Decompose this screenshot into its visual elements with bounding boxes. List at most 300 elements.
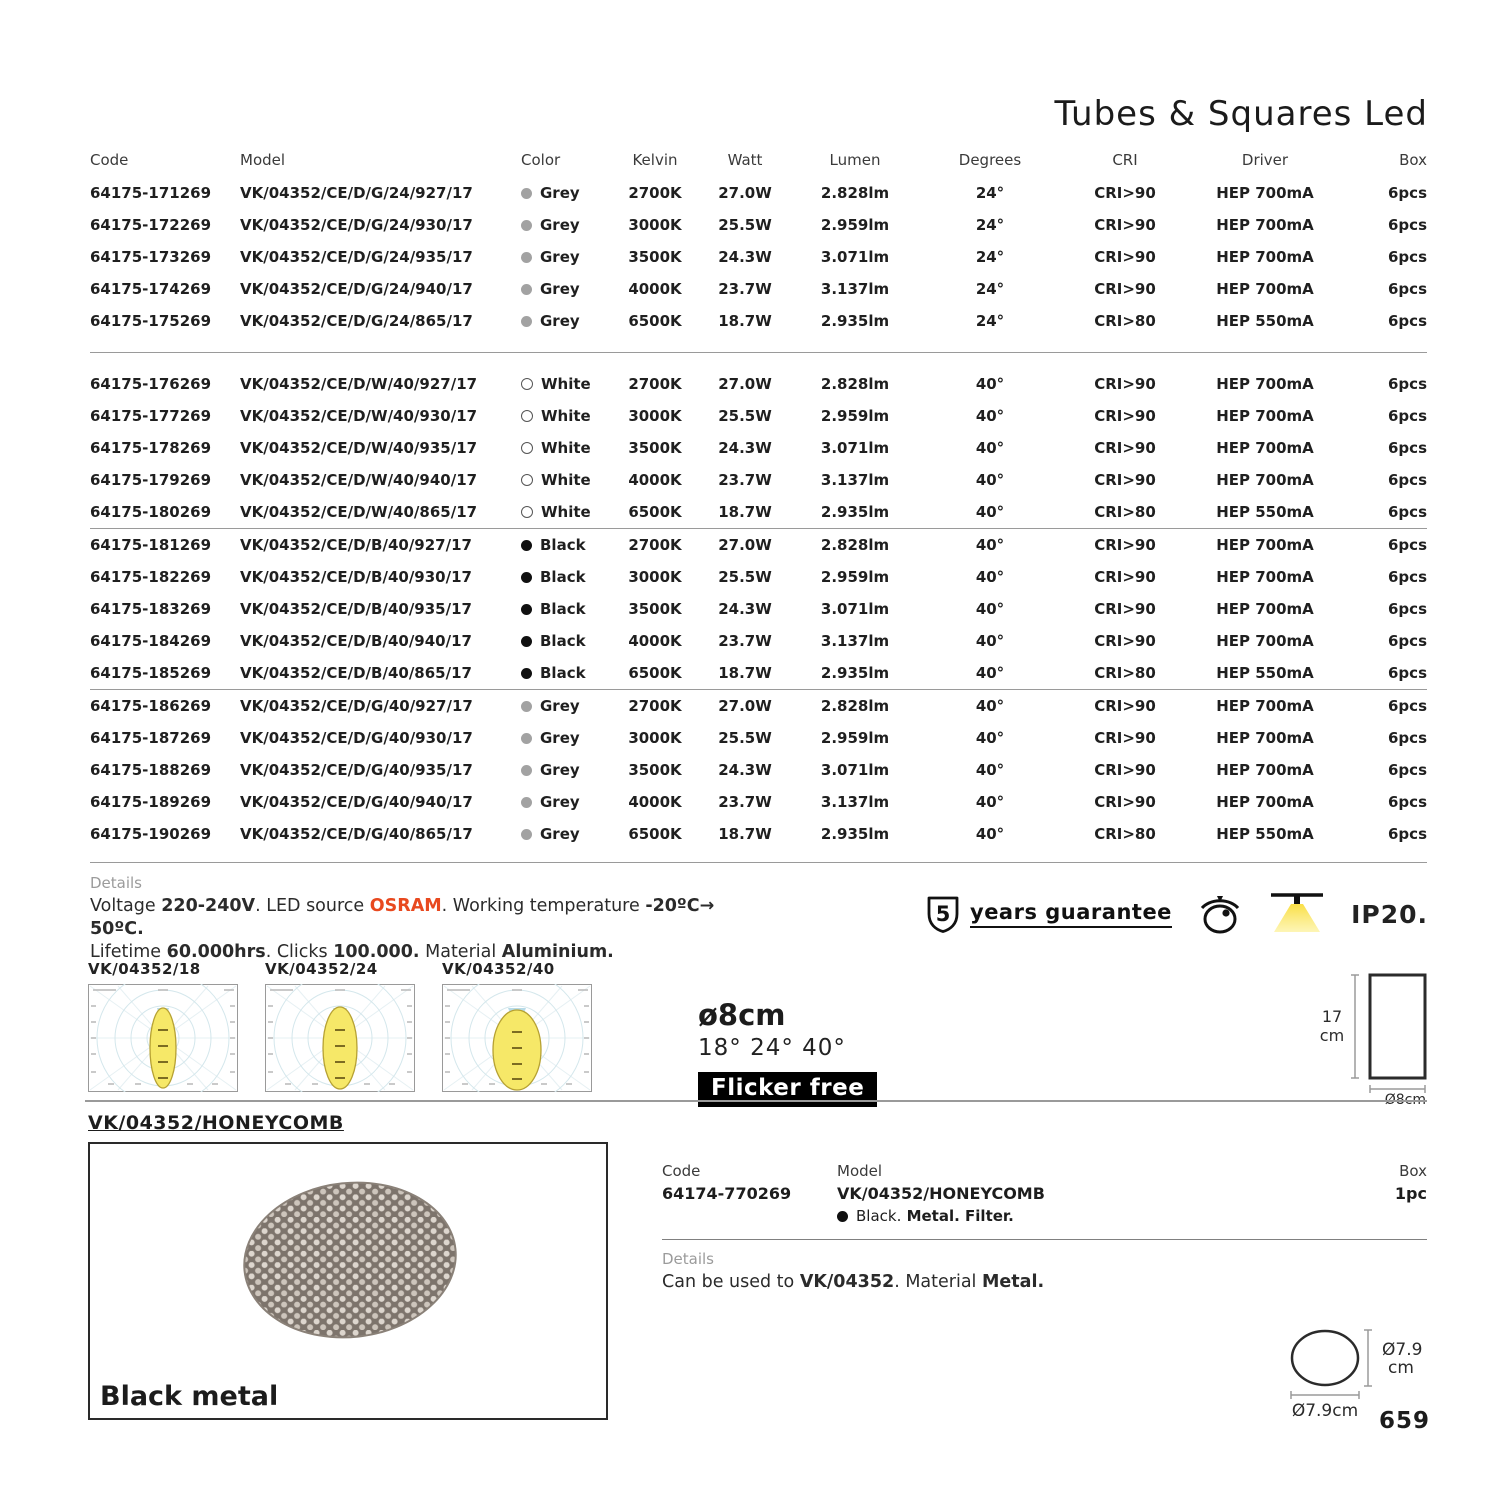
table-row [90,432,1427,464]
cell-model: VK/04352/CE/D/G/40/930/17 [240,729,473,747]
cell-degrees: 24° [975,184,1005,202]
cell-kelvin: 3000K [628,407,682,425]
cell-degrees: 40° [975,664,1005,682]
table-row [90,561,1427,593]
filter-diameter-vertical: Ø7.9 [1382,1340,1423,1360]
cell-box: 6pcs [1388,536,1427,554]
cell-box: 6pcs [1388,664,1427,682]
filter-dimension-drawing [1278,1320,1458,1420]
cell-box: 6pcs [1388,568,1427,586]
cell-lumen: 2.959lm [820,407,890,425]
grey-color-dot-icon [521,829,532,840]
cell-model: VK/04352/CE/D/G/24/935/17 [240,248,473,266]
cell-model: VK/04352/CE/D/B/40/930/17 [240,568,472,586]
color-label: Grey [540,248,580,266]
cell-cri: CRI>90 [1094,793,1156,811]
cell-kelvin: 3000K [628,568,682,586]
cell-color [515,312,610,330]
cell-color [515,825,610,843]
guarantee-text: years guarantee [970,900,1172,928]
cell-degrees: 24° [975,312,1005,330]
cell-box: 6pcs [1388,600,1427,618]
group-separator [90,352,1427,353]
cell-watt: 27.0W [718,697,772,715]
cell-driver: HEP 700mA [1216,729,1314,747]
cell-lumen: 3.137lm [820,793,890,811]
cell-color [515,248,610,266]
black-color-dot-icon [521,668,532,679]
cell-degrees: 24° [975,280,1005,298]
cell-driver: HEP 550mA [1216,825,1314,843]
cell-color [515,407,610,425]
black-color-dot-icon [521,636,532,647]
white-color-dot-icon [521,506,533,518]
grey-color-dot-icon [521,188,532,199]
details-line-1 [90,895,750,941]
honeycomb-code-col [662,1162,837,1225]
cell-watt: 24.3W [718,439,772,457]
cell-color [515,375,610,393]
text-segment: Metal. [982,1272,1045,1292]
cell-kelvin: 6500K [628,664,682,682]
white-color-dot-icon [521,442,533,454]
cell-kelvin: 2700K [628,536,682,554]
honeycomb-details-label: Details [662,1250,715,1268]
cell-kelvin: 6500K [628,503,682,521]
color-label: Grey [540,729,580,747]
column-header-driver: Driver [1241,151,1289,169]
cell-cri: CRI>90 [1094,216,1156,234]
cell-driver: HEP 550mA [1216,664,1314,682]
honeycomb-info [662,1162,1427,1294]
text-segment: -20ºC→ 50ºC. [90,896,715,940]
cell-watt: 24.3W [718,761,772,779]
grey-color-dot-icon [521,797,532,808]
text-segment: 100.000. [333,942,420,963]
table-row [90,209,1427,241]
cell-cri: CRI>90 [1094,407,1156,425]
text-segment: . Material [894,1272,982,1292]
cell-kelvin: 4000K [628,471,682,489]
cell-lumen: 3.071lm [820,439,890,457]
color-label: Black [540,600,586,618]
cell-lumen: 3.137lm [820,632,890,650]
cell-model: VK/04352/CE/D/B/40/940/17 [240,632,472,650]
cell-color [515,664,610,682]
shield-5-icon [925,894,961,934]
cell-code: 64175-186269 [90,697,212,715]
cell-model: VK/04352/CE/D/B/40/927/17 [240,536,472,554]
cell-degrees: 40° [975,825,1005,843]
cell-box: 6pcs [1388,632,1427,650]
cell-kelvin: 4000K [628,280,682,298]
cell-degrees: 40° [975,375,1005,393]
column-header-degrees: Degrees [958,151,1022,169]
cell-kelvin: 3500K [628,439,682,457]
cell-driver: HEP 700mA [1216,761,1314,779]
table-row [90,368,1427,400]
table-row [90,464,1427,496]
cell-code: 64175-188269 [90,761,212,779]
cell-model: VK/04352/CE/D/G/40/935/17 [240,761,473,779]
cell-watt: 23.7W [718,280,772,298]
text-segment: OSRAM [369,896,442,916]
cell-box: 6pcs [1388,793,1427,811]
cell-model: VK/04352/CE/D/G/24/865/17 [240,312,473,330]
badges-row [925,888,1428,940]
box-label: Box [1399,1162,1427,1180]
guarantee-badge [925,894,1172,934]
text-segment: . Working temperature [441,896,646,916]
cell-cri: CRI>90 [1094,761,1156,779]
cell-degrees: 40° [975,697,1005,715]
cell-cri: CRI>90 [1094,471,1156,489]
fixture-dimension-drawing [1282,968,1434,1106]
cell-lumen: 2.935lm [820,312,890,330]
cell-cri: CRI>90 [1094,248,1156,266]
text-segment: Lifetime [90,942,167,963]
cell-model: VK/04352/CE/D/G/40/865/17 [240,825,473,843]
cell-code: 64175-177269 [90,407,212,425]
cell-lumen: 3.137lm [820,280,890,298]
cell-watt: 23.7W [718,471,772,489]
cell-color [515,184,610,202]
height-value: 17 [1321,1007,1343,1026]
polar-diagram-24-icon [265,984,415,1092]
cell-degrees: 40° [975,793,1005,811]
cell-model: VK/04352/CE/D/B/40/865/17 [240,664,472,682]
cell-driver: HEP 700mA [1216,280,1314,298]
black-color-dot-icon [521,572,532,583]
cell-code: 64175-185269 [90,664,212,682]
black-color-dot-icon [837,1211,848,1222]
diameter-text: ø8cm [698,998,786,1032]
table-row [90,690,1427,722]
cell-kelvin: 2700K [628,697,682,715]
cell-code: 64175-175269 [90,312,212,330]
cell-driver: HEP 700mA [1216,697,1314,715]
cell-model: VK/04352/CE/D/W/40/927/17 [240,375,478,393]
diameter-value: Ø8cm [1384,1092,1426,1106]
cell-watt: 25.5W [718,216,772,234]
cell-cri: CRI>90 [1094,280,1156,298]
cell-driver: HEP 700mA [1216,439,1314,457]
cell-color [515,761,610,779]
cell-watt: 18.7W [718,503,772,521]
code-label: Code [662,1162,701,1180]
color-label: Grey [540,825,580,843]
cell-cri: CRI>90 [1094,439,1156,457]
table-row [90,529,1427,561]
cell-color [515,536,610,554]
column-header-box: Box [1399,151,1427,169]
cell-code: 64175-187269 [90,729,212,747]
photometric-diagrams [88,960,592,1096]
honeycomb-box-col [1357,1162,1427,1225]
photometric-label: VK/04352/24 [265,960,378,978]
cell-code: 64175-171269 [90,184,212,202]
table-row [90,241,1427,273]
cell-degrees: 40° [975,407,1005,425]
cell-cri: CRI>90 [1094,729,1156,747]
grey-color-dot-icon [521,316,532,327]
model-material: Metal. Filter. [901,1207,1014,1225]
cell-watt: 23.7W [718,632,772,650]
group-separator [90,862,1427,863]
cell-driver: HEP 700mA [1216,184,1314,202]
color-label: Grey [540,312,580,330]
cell-box: 6pcs [1388,439,1427,457]
column-header-watt: Watt [727,151,763,169]
cell-degrees: 24° [975,248,1005,266]
black-color-dot-icon [521,604,532,615]
cell-kelvin: 4000K [628,632,682,650]
text-segment: Can be used to [662,1272,800,1292]
column-header-code: Code [90,151,129,169]
details-block [90,874,750,964]
color-label: Black [540,632,586,650]
cell-lumen: 2.828lm [820,184,890,202]
cell-lumen: 3.071lm [820,761,890,779]
cell-cri: CRI>80 [1094,825,1156,843]
color-label: Grey [540,761,580,779]
photometric-card [265,960,415,1096]
cell-box: 6pcs [1388,471,1427,489]
cell-box: 6pcs [1388,407,1427,425]
cell-driver: HEP 700mA [1216,248,1314,266]
color-label: White [541,407,591,425]
column-header-lumen: Lumen [829,151,881,169]
ip-rating: IP20. [1351,899,1428,929]
honeycomb-model-col [837,1162,1357,1225]
grey-color-dot-icon [521,252,532,263]
table-row [90,305,1427,337]
cell-cri: CRI>90 [1094,568,1156,586]
photometric-label: VK/04352/40 [442,960,555,978]
polar-diagram-40-icon [442,984,592,1092]
cell-model: VK/04352/CE/D/G/24/927/17 [240,184,473,202]
cell-model: VK/04352/CE/D/W/40/865/17 [240,503,478,521]
cell-lumen: 2.959lm [820,216,890,234]
table-body [90,177,1427,863]
honeycomb-heading: VK/04352/HONEYCOMB [88,1112,344,1134]
table-row [90,818,1427,850]
cell-box: 6pcs [1388,825,1427,843]
text-segment: Voltage [90,896,162,916]
cell-color [515,697,610,715]
cell-degrees: 40° [975,471,1005,489]
photometric-card [88,960,238,1096]
cell-color [515,793,610,811]
table-row [90,754,1427,786]
cell-model: VK/04352/CE/D/W/40/930/17 [240,407,478,425]
cell-color [515,568,610,586]
cell-watt: 18.7W [718,825,772,843]
cell-box: 6pcs [1388,312,1427,330]
honeycomb-divider [662,1239,1427,1240]
cell-watt: 27.0W [718,536,772,554]
cell-model: VK/04352/CE/D/G/24/940/17 [240,280,473,298]
cell-model: VK/04352/CE/D/G/40/940/17 [240,793,473,811]
text-segment: Material [419,942,502,963]
cell-code: 64175-184269 [90,632,212,650]
guarantee-years: 5 [935,902,951,926]
honeycomb-photo-box [88,1142,608,1420]
column-header-color: Color [521,151,561,169]
cell-degrees: 40° [975,503,1005,521]
grey-color-dot-icon [521,765,532,776]
text-segment: Aluminium. [501,942,614,963]
cell-driver: HEP 550mA [1216,503,1314,521]
cell-box: 6pcs [1388,280,1427,298]
cell-box: 6pcs [1388,248,1427,266]
cell-color [515,216,610,234]
cell-code: 64175-179269 [90,471,212,489]
cell-driver: HEP 700mA [1216,407,1314,425]
details-label: Details [90,874,143,892]
height-unit: cm [1319,1026,1345,1045]
product-table [90,143,1427,863]
cell-lumen: 2.828lm [820,697,890,715]
cell-degrees: 40° [975,568,1005,586]
color-label: Black [540,664,586,682]
model-attributes [837,1207,1357,1225]
cell-cri: CRI>90 [1094,697,1156,715]
cell-watt: 27.0W [718,184,772,202]
cell-code: 64175-181269 [90,536,212,554]
white-color-dot-icon [521,378,533,390]
cell-watt: 24.3W [718,600,772,618]
section-divider [85,1100,1427,1102]
cell-code: 64175-182269 [90,568,212,586]
grey-color-dot-icon [521,701,532,712]
honeycomb-filter-image [90,1144,602,1414]
cell-driver: HEP 700mA [1216,216,1314,234]
cell-cri: CRI>90 [1094,375,1156,393]
color-label: White [541,471,591,489]
color-label: White [541,503,591,521]
cell-driver: HEP 700mA [1216,793,1314,811]
color-label: Grey [540,697,580,715]
cell-degrees: 40° [975,729,1005,747]
polar-diagram-18-icon [88,984,238,1092]
cell-lumen: 2.935lm [820,664,890,682]
table-row [90,496,1427,528]
cell-cri: CRI>90 [1094,632,1156,650]
cell-cri: CRI>90 [1094,600,1156,618]
column-header-model: Model [240,151,286,169]
cell-box: 6pcs [1388,761,1427,779]
cell-model: VK/04352/CE/D/W/40/940/17 [240,471,478,489]
white-color-dot-icon [521,474,533,486]
cell-degrees: 40° [975,600,1005,618]
cell-watt: 18.7W [718,312,772,330]
cell-driver: HEP 700mA [1216,600,1314,618]
cell-degrees: 40° [975,439,1005,457]
model-label: Model [837,1162,883,1180]
cell-watt: 27.0W [718,375,772,393]
cell-lumen: 2.935lm [820,503,890,521]
table-row [90,657,1427,689]
color-label: White [541,375,591,393]
table-header [90,143,1427,177]
cell-box: 6pcs [1388,503,1427,521]
cell-code: 64175-189269 [90,793,212,811]
grey-color-dot-icon [521,284,532,295]
cell-driver: HEP 550mA [1216,312,1314,330]
cell-kelvin: 2700K [628,375,682,393]
cell-lumen: 2.959lm [820,729,890,747]
cell-kelvin: 2700K [628,184,682,202]
cell-cri: CRI>80 [1094,312,1156,330]
cell-driver: HEP 700mA [1216,375,1314,393]
cell-color [515,632,610,650]
page-number: 659 [1378,1408,1430,1434]
text-segment: VK/04352 [799,1272,895,1292]
cell-color [515,503,610,521]
table-row [90,177,1427,209]
cell-color [515,729,610,747]
cell-color [515,600,610,618]
cell-color [515,280,610,298]
color-label: Grey [540,184,580,202]
table-row [90,722,1427,754]
cell-code: 64175-173269 [90,248,212,266]
filter-diameter-horizontal: Ø7.9cm [1291,1401,1359,1420]
cell-model: VK/04352/CE/D/W/40/935/17 [240,439,478,457]
cell-watt: 25.5W [718,729,772,747]
cell-watt: 24.3W [718,248,772,266]
color-label: White [541,439,591,457]
code-value: 64174-770269 [662,1184,792,1203]
text-segment: . LED source [255,896,370,916]
honeycomb-caption: Black metal [100,1381,279,1412]
flicker-free-badge: Flicker free [698,1072,877,1107]
cell-lumen: 2.828lm [820,536,890,554]
color-label: Black [540,536,586,554]
model-value: VK/04352/HONEYCOMB [837,1184,1045,1203]
cell-kelvin: 3500K [628,600,682,618]
model-color: Black. [856,1207,902,1225]
cell-box: 6pcs [1388,375,1427,393]
cell-kelvin: 3500K [628,248,682,266]
cell-code: 64175-178269 [90,439,212,457]
text-segment: . Clicks [265,942,334,963]
text-segment: 220-240V [161,896,256,916]
column-header-kelvin: Kelvin [632,151,678,169]
cell-degrees: 40° [975,761,1005,779]
beam-angles-text: 18° 24° 40° [698,1035,846,1061]
cell-model: VK/04352/CE/D/G/40/927/17 [240,697,473,715]
cell-driver: HEP 700mA [1216,536,1314,554]
cell-cri: CRI>90 [1094,536,1156,554]
cell-degrees: 40° [975,536,1005,554]
cell-watt: 18.7W [718,664,772,682]
cell-lumen: 3.137lm [820,471,890,489]
cell-code: 64175-174269 [90,280,212,298]
cell-kelvin: 3500K [628,761,682,779]
spec-summary [698,998,877,1107]
box-value: 1pc [1394,1184,1427,1203]
ceiling-light-icon [1268,890,1326,938]
cell-lumen: 2.935lm [820,825,890,843]
cell-cri: CRI>80 [1094,664,1156,682]
cell-color [515,471,610,489]
grey-color-dot-icon [521,733,532,744]
table-row [90,400,1427,432]
cell-driver: HEP 700mA [1216,632,1314,650]
column-header-cri: CRI [1112,151,1138,169]
